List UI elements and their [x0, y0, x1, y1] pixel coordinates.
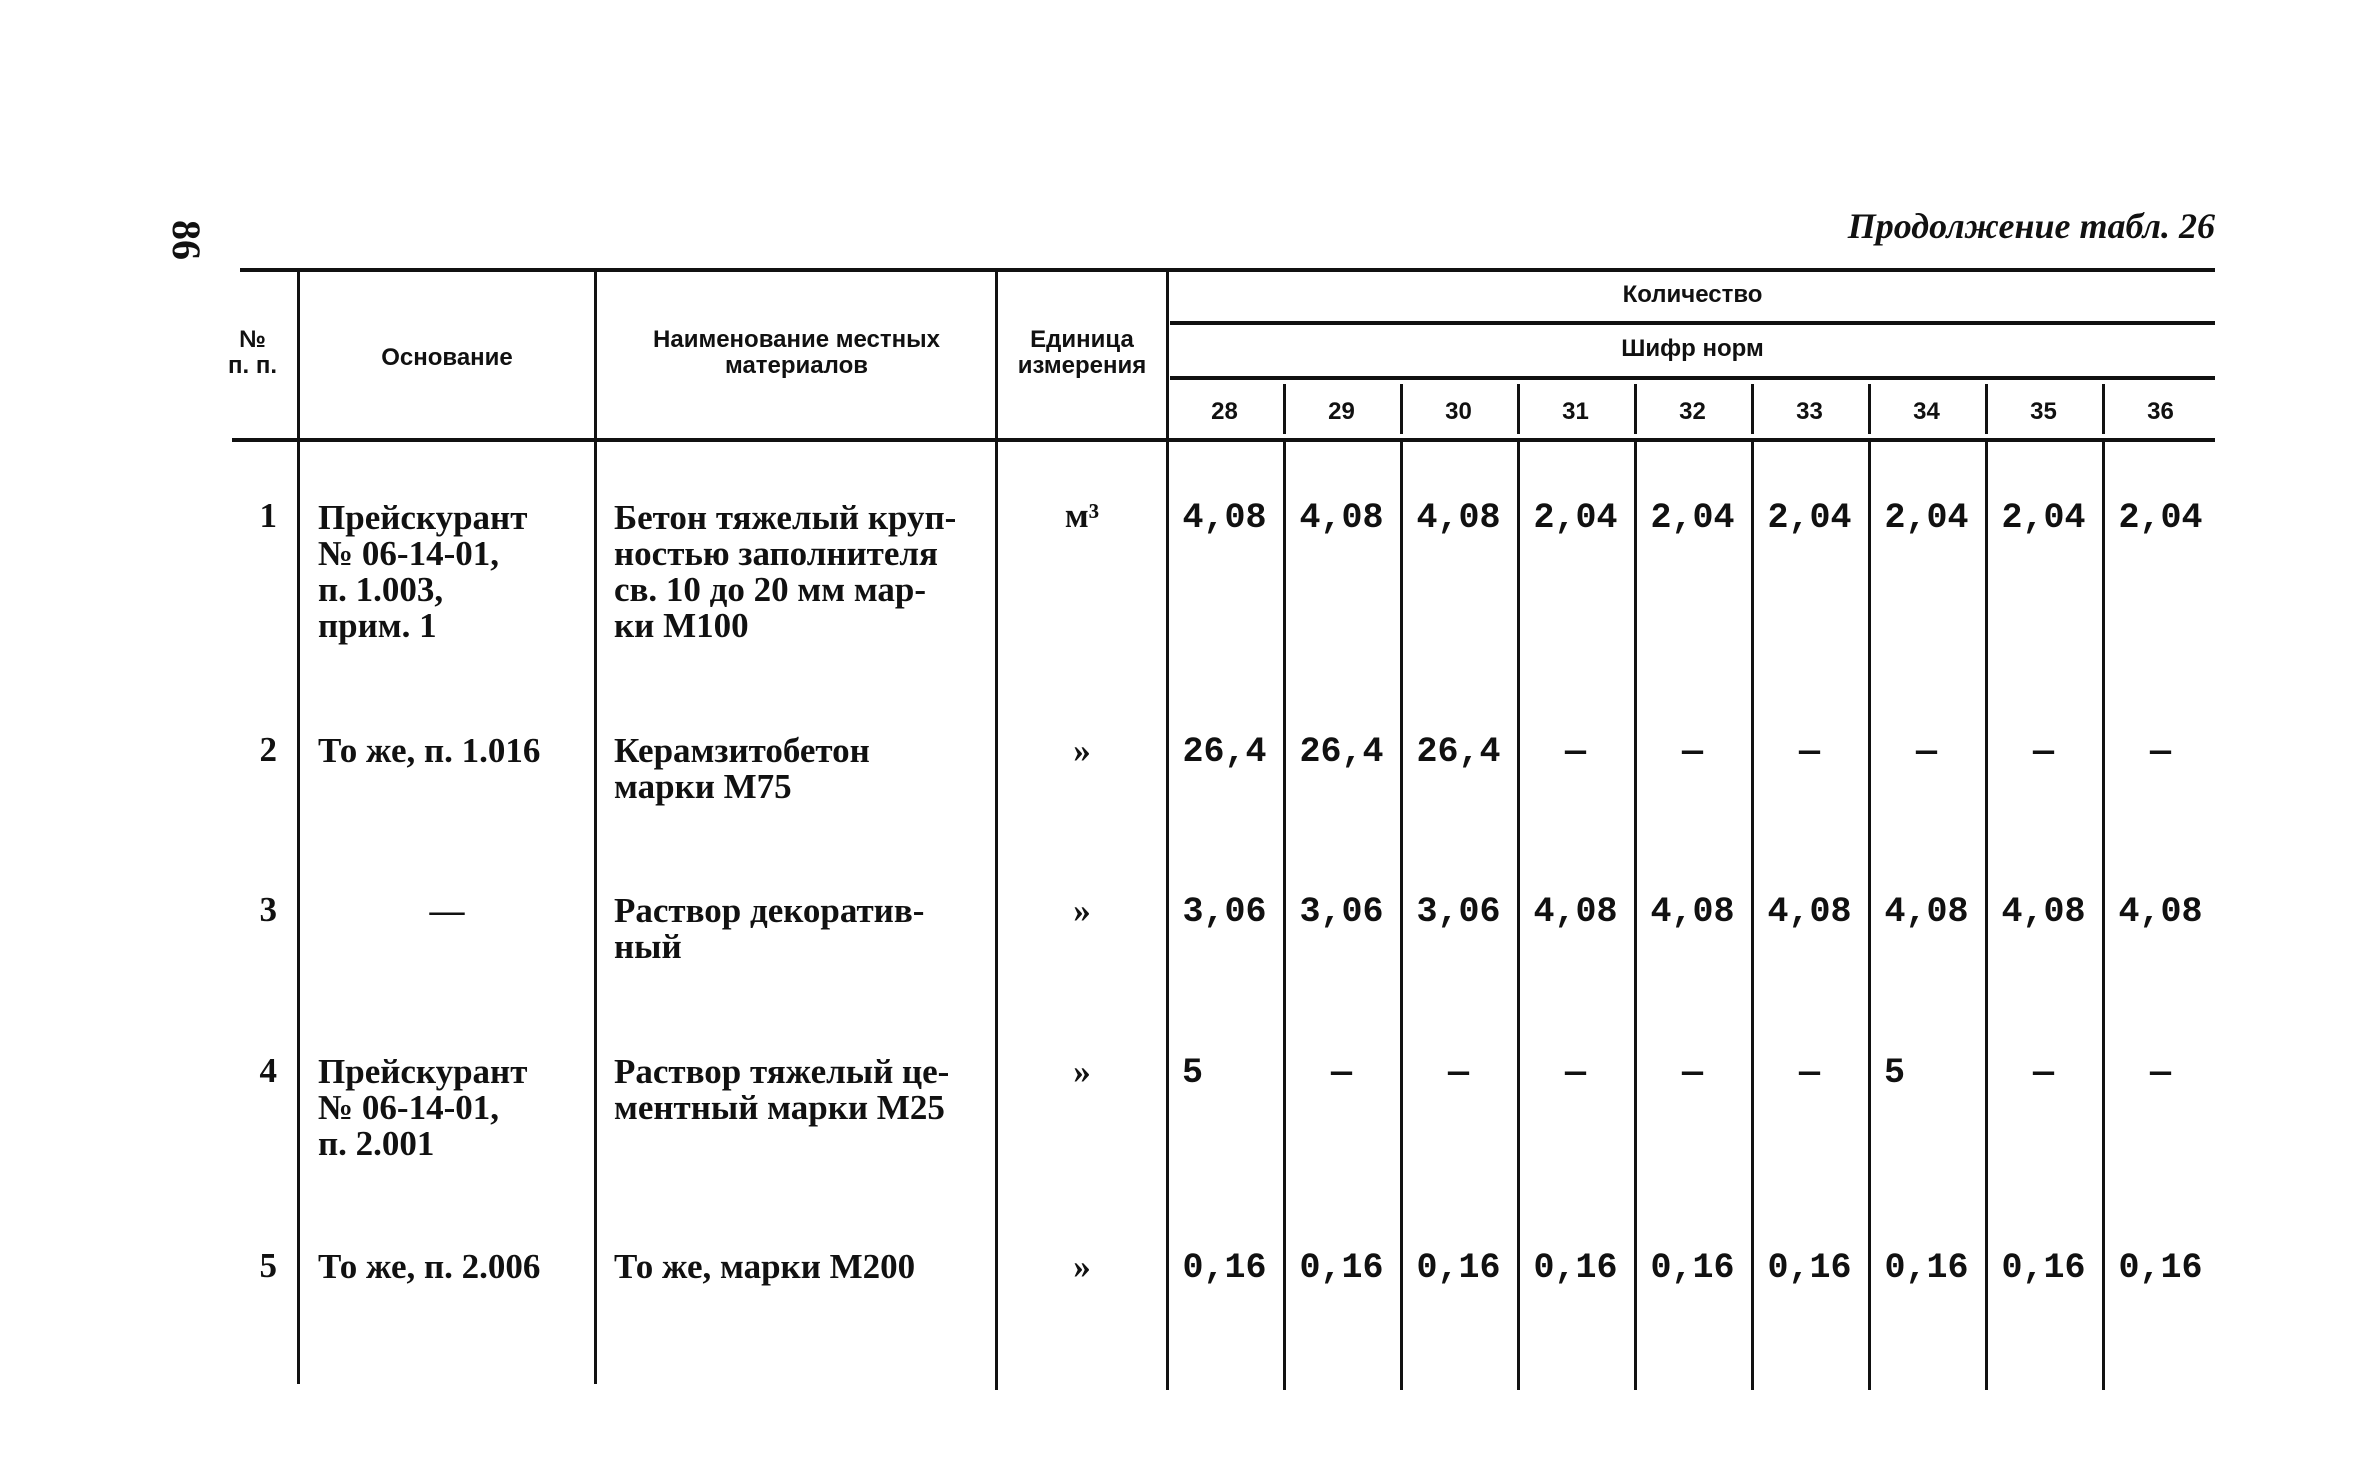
basis-line: № 06-14-01,	[318, 1088, 499, 1127]
row-number: 1	[259, 496, 277, 535]
name-line: Бетон тяжелый круп-	[614, 498, 957, 537]
quantity-cell: 2,04	[1884, 498, 1969, 538]
row-unit: »	[1073, 1052, 1091, 1091]
name-line: Керамзитобетон	[614, 731, 870, 770]
quantity-cell: —	[1915, 732, 1937, 772]
quantity-cell: 4,08	[1650, 892, 1735, 932]
code-31: 31	[1562, 398, 1589, 425]
quantity-cell: 3,06	[1299, 892, 1384, 932]
name-line: ностью заполнителя	[614, 534, 938, 573]
quantity-rule	[1170, 321, 2215, 325]
quantity-cell: 2,04	[2001, 498, 2086, 538]
quantity-cell: 2,04	[2118, 498, 2203, 538]
quantity-cell: 2,04	[1767, 498, 1852, 538]
quantity-cell: 0,16	[1767, 1248, 1852, 1288]
codes-rule	[1170, 376, 2215, 380]
header-unit	[998, 327, 1166, 379]
quantity-cell: 2,04	[1650, 498, 1735, 538]
row-number: 5	[259, 1246, 277, 1285]
header-material-name	[598, 327, 995, 379]
row-number: 3	[259, 890, 277, 929]
code-30: 30	[1445, 398, 1472, 425]
quantity-cell: —	[1798, 1053, 1820, 1093]
quantity-cell: 4,08	[1299, 498, 1384, 538]
quantity-cell: 0,16	[1884, 1248, 1969, 1288]
quantity-cell: —	[1681, 732, 1703, 772]
row-basis	[318, 1249, 594, 1285]
quantity-cell: —	[2032, 732, 2054, 772]
quantity-cell: 0,16	[1533, 1248, 1618, 1288]
header-material-name-line-1: Наименование местных	[653, 326, 940, 353]
table-caption: Продолжение табл. 26	[1847, 206, 2215, 246]
quantity-cell: 0,16	[1182, 1248, 1267, 1288]
row-basis	[318, 500, 588, 644]
name-line: ментный марки М25	[614, 1088, 945, 1127]
column-divider	[297, 272, 300, 1384]
name-line: Раствор тяжелый це-	[614, 1052, 950, 1091]
code-32: 32	[1679, 398, 1706, 425]
quantity-cell: 4,08	[1884, 892, 1969, 932]
table-top-rule	[240, 268, 2215, 272]
quantity-cell: 5	[1182, 1053, 1204, 1093]
name-line: ный	[614, 927, 682, 966]
header-bottom-rule	[232, 438, 2215, 442]
basis-line: № 06-14-01,	[318, 534, 499, 573]
quantity-cell: 26,4	[1416, 732, 1501, 772]
quantity-cell: —	[1447, 1053, 1469, 1093]
header-codes: Шифр норм	[1621, 335, 1764, 362]
basis-line: —	[429, 891, 465, 930]
code-33: 33	[1796, 398, 1823, 425]
quantity-cell: —	[2032, 1053, 2054, 1093]
basis-line: п. 2.001	[318, 1124, 435, 1163]
quantity-cell: 0,16	[1416, 1248, 1501, 1288]
header-quantity: Количество	[1622, 281, 1763, 308]
row-number: 2	[259, 730, 277, 769]
quantity-cell: 4,08	[1533, 892, 1618, 932]
quantity-cell: 4,08	[1416, 498, 1501, 538]
row-unit: »	[1073, 891, 1091, 930]
row-material-name	[614, 1249, 984, 1285]
quantity-cell: 26,4	[1182, 732, 1267, 772]
name-line: марки М75	[614, 767, 792, 806]
row-material-name	[614, 500, 984, 644]
quantity-cell: 0,16	[2001, 1248, 2086, 1288]
row-unit: »	[1073, 1247, 1091, 1286]
row-material-name	[614, 733, 984, 805]
quantity-cell: 4,08	[1767, 892, 1852, 932]
quantity-cell: 0,16	[2118, 1248, 2203, 1288]
quantity-cell: —	[2149, 1053, 2171, 1093]
quantity-cell: 0,16	[1299, 1248, 1384, 1288]
basis-line: прим. 1	[318, 606, 437, 645]
quantity-cell: —	[1564, 1053, 1586, 1093]
quantity-cell: —	[1798, 732, 1820, 772]
quantity-cell: 3,06	[1416, 892, 1501, 932]
quantity-cell: 2,04	[1533, 498, 1618, 538]
basis-line: Прейскурант	[318, 1052, 528, 1091]
name-line: То же, марки М200	[614, 1247, 916, 1286]
code-36: 36	[2147, 398, 2174, 425]
row-material-name	[614, 893, 984, 965]
name-line: св. 10 до 20 мм мар-	[614, 570, 927, 609]
header-unit-line-2: измерения	[1017, 352, 1147, 379]
header-basis: Основание	[381, 344, 513, 371]
basis-line: Прейскурант	[318, 498, 528, 537]
header-number	[210, 327, 295, 379]
code-28: 28	[1211, 398, 1238, 425]
row-unit: »	[1073, 731, 1091, 770]
header-unit-line-1: Единица	[1030, 326, 1134, 353]
code-35: 35	[2030, 398, 2057, 425]
row-unit: м³	[1064, 496, 1100, 535]
quantity-cell: 0,16	[1650, 1248, 1735, 1288]
basis-line: То же, п. 2.006	[318, 1247, 541, 1286]
quantity-cell: —	[1564, 732, 1586, 772]
row-basis	[318, 733, 594, 769]
row-number: 4	[259, 1051, 277, 1090]
quantity-cell: 4,08	[1182, 498, 1267, 538]
code-34: 34	[1913, 398, 1940, 425]
row-basis	[318, 1054, 588, 1162]
code-29: 29	[1328, 398, 1355, 425]
row-material-name	[614, 1054, 984, 1126]
column-divider	[995, 272, 998, 1390]
header-material-name-line-2: материалов	[725, 352, 868, 379]
quantity-cell: —	[2149, 732, 2171, 772]
basis-line: То же, п. 1.016	[318, 731, 541, 770]
page-number: 86	[164, 220, 209, 260]
header-number-line-2: п. п.	[228, 352, 277, 379]
quantity-cell: 26,4	[1299, 732, 1384, 772]
quantity-cell: 3,06	[1182, 892, 1267, 932]
name-line: Раствор декоратив-	[614, 891, 925, 930]
quantity-cell: —	[1330, 1053, 1352, 1093]
header-number-line-1: №	[239, 326, 266, 353]
quantity-cell: 5	[1884, 1053, 1906, 1093]
quantity-cell: 4,08	[2001, 892, 2086, 932]
column-divider	[594, 272, 597, 1384]
basis-line: п. 1.003,	[318, 570, 444, 609]
quantity-cell: 4,08	[2118, 892, 2203, 932]
name-line: ки М100	[614, 606, 749, 645]
column-divider	[1166, 272, 1169, 1390]
row-basis	[300, 893, 594, 929]
quantity-cell: —	[1681, 1053, 1703, 1093]
